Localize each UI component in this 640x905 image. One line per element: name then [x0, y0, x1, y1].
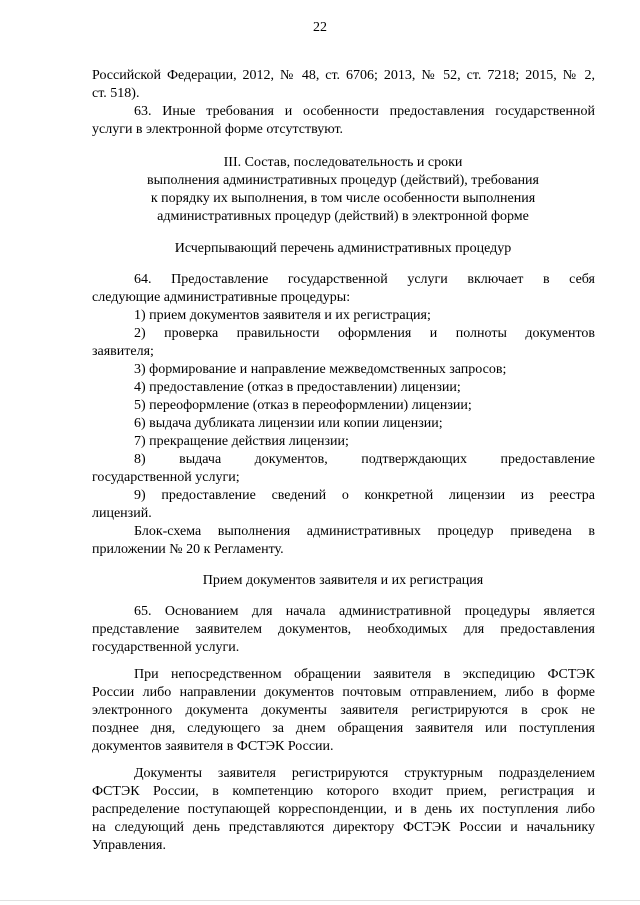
text-line: Управления.	[92, 838, 166, 853]
text-line: При непосредственном обращении заявителя в экспедицию ФСТЭК	[134, 667, 595, 682]
list-item: 7) прекращение действия лицензии;	[134, 434, 349, 449]
text-line: распределение поступающей корреспонденции, и в день их поступления либо	[92, 802, 595, 817]
list-item: 8) выдача документов, подтверждающих предоставление	[134, 452, 595, 467]
text-line: 64. Предоставление государственной услуги включает в себя	[134, 272, 595, 287]
text-line: приложении № 20 к Регламенту.	[92, 542, 284, 557]
list-item: 6) выдача дубликата лицензии или копии лицензии;	[134, 416, 443, 431]
list-item: 3) формирование и направление межведомственных запросов;	[134, 362, 507, 377]
list-item: 9) предоставление сведений о конкретной лицензии из реестра	[134, 488, 595, 503]
text-line: лицензий.	[92, 506, 152, 521]
text-line: Российской Федерации, 2012, № 48, ст. 6706; 2013, № 52, ст. 7218; 2015, № 2,	[92, 68, 595, 83]
text-line: услуги в электронной форме отсутствуют.	[92, 122, 344, 137]
text-line: 63. Иные требования и особенности предоставления государственной	[134, 104, 595, 119]
text-line: 65. Основанием для начала административной процедуры является	[134, 604, 595, 619]
text-line: государственной услуги.	[92, 640, 240, 655]
text-line: представление заявителем документов, необходимых для предоставления	[92, 622, 595, 637]
text-line: позднее дня, следующего за днем обращения заявителя или поступления	[92, 721, 595, 736]
section-heading: выполнения административных процедур (действий), требования	[147, 173, 539, 188]
section-heading: к порядку их выполнения, в том числе особенности выполнения	[150, 191, 536, 206]
subsection-heading: Прием документов заявителя и их регистрация	[202, 573, 484, 588]
text-line: ст. 518).	[92, 86, 140, 101]
text-line: электронного документа документы заявителя регистрируются в срок не	[92, 703, 595, 718]
section-heading: III. Состав, последовательность и сроки	[223, 155, 463, 170]
text-line: заявителя;	[92, 344, 154, 359]
text-line: России либо направлении документов почтовым отправлением, либо в форме	[92, 685, 595, 700]
text-line: Документы заявителя регистрируются структурным подразделением	[134, 766, 595, 781]
page-edge	[0, 900, 640, 901]
text-line: документов заявителя в ФСТЭК России.	[92, 739, 334, 754]
list-item: 5) переоформление (отказ в переоформлении) лицензии;	[134, 398, 472, 413]
text-line: Блок-схема выполнения административных процедур приведена в	[134, 524, 595, 539]
section-heading: административных процедур (действий) в электронной форме	[157, 209, 529, 224]
text-line: государственной услуги;	[92, 470, 240, 485]
list-item: 1) прием документов заявителя и их регистрация;	[134, 308, 431, 323]
text-line: следующие административные процедуры:	[92, 290, 351, 305]
subsection-heading: Исчерпывающий перечень административных процедур	[174, 241, 512, 256]
text-line: на следующий день представляются директору ФСТЭК России и начальнику	[92, 820, 595, 835]
page-number: 22	[313, 20, 327, 35]
text-line: ФСТЭК России, в компетенцию которого входит прием, регистрация и	[92, 784, 595, 799]
list-item: 2) проверка правильности оформления и полноты документов	[134, 326, 595, 341]
list-item: 4) предоставление (отказ в предоставлении) лицензии;	[134, 380, 461, 395]
